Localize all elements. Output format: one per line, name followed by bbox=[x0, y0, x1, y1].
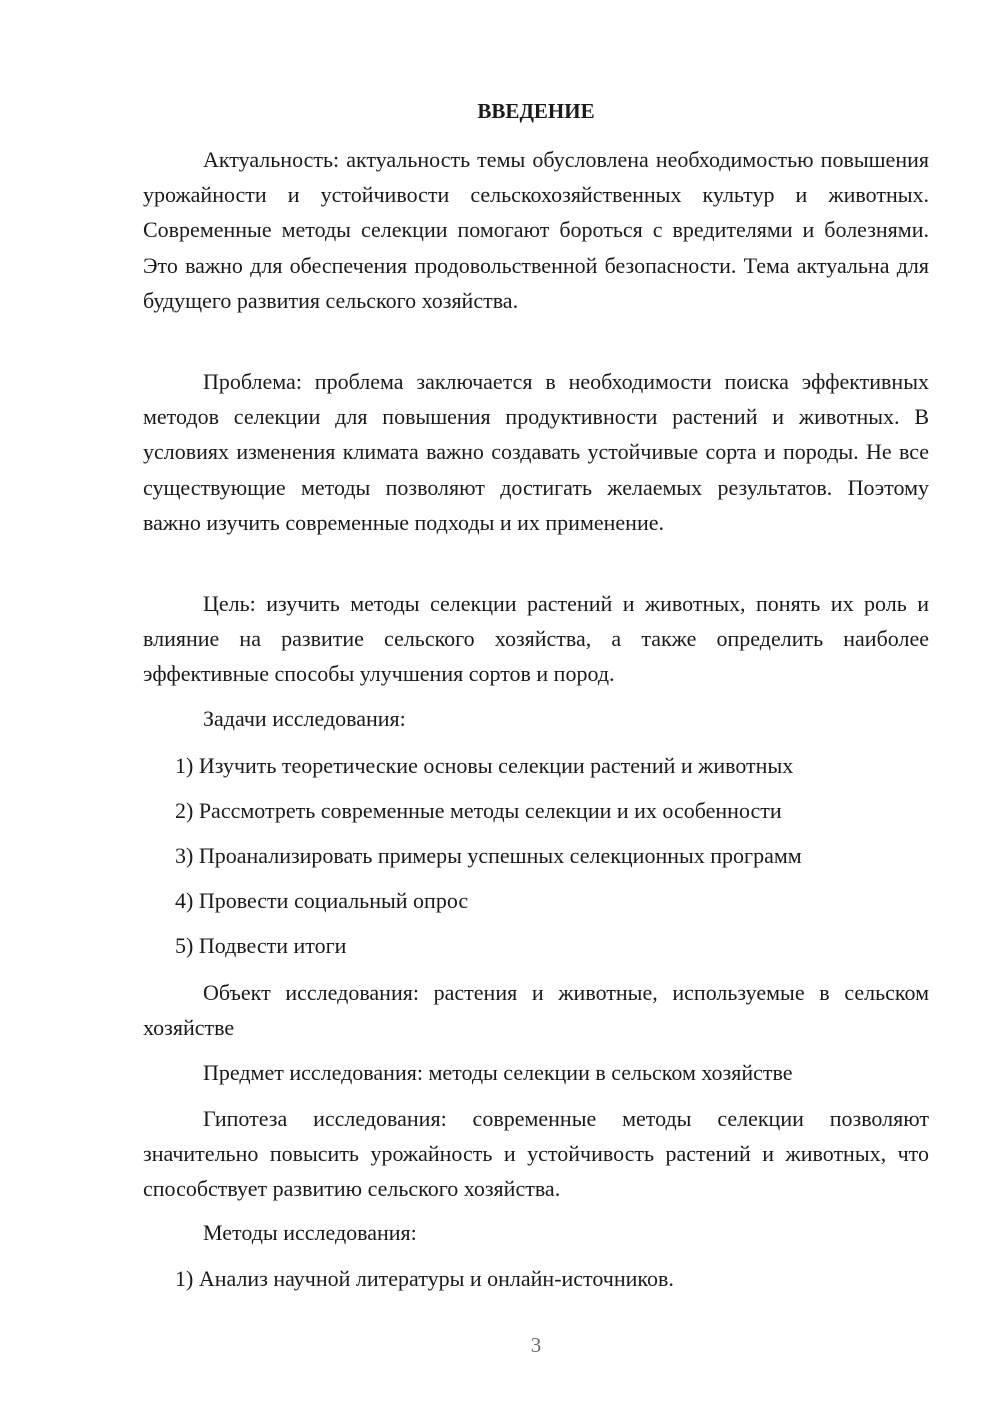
object-paragraph: Объект исследования: растения и животные, используемые в сельском хозяйстве bbox=[143, 980, 929, 1041]
tasks-heading: Задачи исследования: bbox=[203, 706, 406, 731]
hypothesis-paragraph: Гипотеза исследования: современные методы селекции позволяют значительно повысить урожайность и устойчивость растений и животных, что способствует развитию сельского хозяйства. bbox=[143, 1106, 929, 1202]
subject-paragraph: Предмет исследования: методы селекции в сельском хозяйстве bbox=[203, 1060, 793, 1085]
relevance-paragraph: Актуальность: актуальность темы обусловлена необходимостью повышения урожайности и устойчивости сельскохозяйственных культур и животных. Современные методы селекции помогают бороться с вредителями и болезнями. Это важно для обеспечения продовольственной безопасности. Тема актуальна для будущего развития сельского хозяйства. bbox=[143, 147, 929, 313]
task-item-2: 2) Рассмотреть современные методы селекции и их особенности bbox=[175, 798, 782, 823]
task-item-1: 1) Изучить теоретические основы селекции растений и животных bbox=[175, 753, 794, 778]
task-item-3: 3) Проанализировать примеры успешных селекционных программ bbox=[175, 843, 802, 868]
methods-heading: Методы исследования: bbox=[203, 1220, 417, 1245]
page-number: 3 bbox=[530, 1333, 542, 1357]
problem-paragraph: Проблема: проблема заключается в необходимости поиска эффективных методов селекции для повышения продуктивности растений и животных. В условиях изменения климата важно создавать устойчивые сорта и породы. Не все существующие методы позволяют достигать желаемых результатов. Поэтому важно изучить современные подходы и их применение. bbox=[143, 369, 929, 535]
method-item-1: 1) Анализ научной литературы и онлайн-источников. bbox=[175, 1266, 674, 1291]
task-item-5: 5) Подвести итоги bbox=[175, 933, 347, 958]
section-title: ВВЕДЕНИЕ bbox=[477, 99, 595, 123]
task-item-4: 4) Провести социальный опрос bbox=[175, 888, 469, 913]
goal-paragraph: Цель: изучить методы селекции растений и животных, понять их роль и влияние на развитие сельского хозяйства, а также определить наиболее эффективные способы улучшения сортов и пород. bbox=[143, 591, 929, 687]
